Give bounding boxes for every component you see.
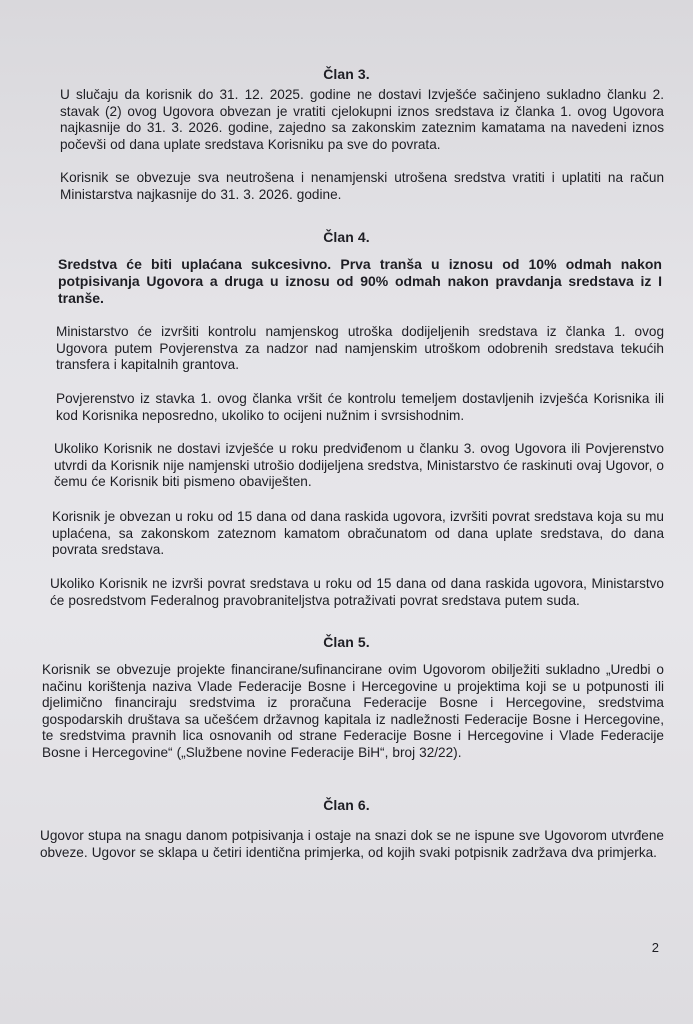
article-3-heading: Član 3.	[323, 66, 370, 82]
article-4-paragraph-6: Ukoliko Korisnik ne izvrši povrat sredstava u roku od 15 dana od dana raskida ugovora, Ministarstvo će posredstvom Federalnog pravobraniteljstva potraživati povrat sredstava putem suda.	[50, 576, 664, 608]
page-number: 2	[651, 940, 659, 955]
article-4-paragraph-1: Sredstva će biti uplaćana sukcesivno. Prva tranša u iznosu od 10% odmah nakon potpisivanja Ugovora a druga u iznosu od 90% odmah nakon pravdanja sredstava iz I tranše.	[58, 256, 662, 306]
article-4-paragraph-5: Korisnik je obvezan u roku od 15 dana od dana raskida ugovora, izvršiti povrat sredstava koja su mu uplaćena, sa zakonskom zateznom kamatom obračunatom od dana uplate sredstava, do dana povrata sredstava.	[52, 509, 664, 557]
article-5-heading: Član 5.	[323, 634, 370, 650]
article-6-paragraph-1: Ugovor stupa na snagu danom potpisivanja i ostaje na snazi dok se ne ispune sve Ugovorom utvrđene obveze. Ugovor se sklapa u četiri identična primjerka, od kojih svaki potpisnik zadržava dva primjerka.	[40, 828, 664, 860]
article-5-paragraph-1: Korisnik se obvezuje projekte financirane/sufinancirane ovim Ugovorom obilježiti sukladno „Uredbi o načinu korištenja naziva Vlade Federacije Bosne i Hercegovine u projektima koji se u potpunosti ili djelimično financiraju sredstvima iz proračuna Federacije Bosne i Hercegovine, sredstvima gospodarskih društava sa učešćem državnog kapitala iz nadležnosti Federacije Bosne i Hercegovine, te sredstvima pravnih lica osnovanih od strane Federacije Bosne i Hercegovine i Vlade Federacije Bosne i Hercegovine“ („Službene novine Federacije BiH“, broj 32/22).	[42, 662, 664, 760]
article-3-paragraph-2: Korisnik se obvezuje sva neutrošena i nenamjenski utrošena sredstva vratiti i uplatiti na račun Ministarstva najkasnije do 31. 3. 2026. godine.	[60, 170, 664, 202]
article-4-paragraph-4: Ukoliko Korisnik ne dostavi izvješće u roku predviđenom u članku 3. ovog Ugovora ili Povjerenstvo utvrdi da Korisnik nije namjenski utrošio dodijeljena sredstva, Ministarstvo će raskinuti ovaj Ugovor, o čemu će Korisnik biti pismeno obaviješten.	[54, 441, 664, 489]
article-4-paragraph-3: Povjerenstvo iz stavka 1. ovog članka vršit će kontrolu temeljem dostavljenih izvješća Korisnika ili kod Korisnika neposredno, ukoliko to ocijeni nužnim i svrsishodnim.	[56, 391, 664, 423]
article-4-paragraph-2: Ministarstvo će izvršiti kontrolu namjenskog utroška dodijeljenih sredstava iz članka 1. ovog Ugovora putem Povjerenstva za nadzor nad namjenskim utroškom odobrenih sredstava tekućih transfera i kapitalnih grantova.	[56, 324, 664, 372]
article-6-heading: Član 6.	[323, 797, 370, 813]
article-4-heading: Član 4.	[323, 229, 370, 245]
article-3-paragraph-1: U slučaju da korisnik do 31. 12. 2025. godine ne dostavi Izvješće sačinjeno sukladno članku 2. stavak (2) ovog Ugovora obvezan je vratiti cjelokupni iznos sredstava iz članka 1. ovog Ugovora najkasnije do 31. 3. 2026. godine, zajedno sa zakonskim zateznim kamatama na navedeni iznos počevši od dana uplate sredstava Korisniku pa sve do povrata.	[60, 87, 664, 152]
